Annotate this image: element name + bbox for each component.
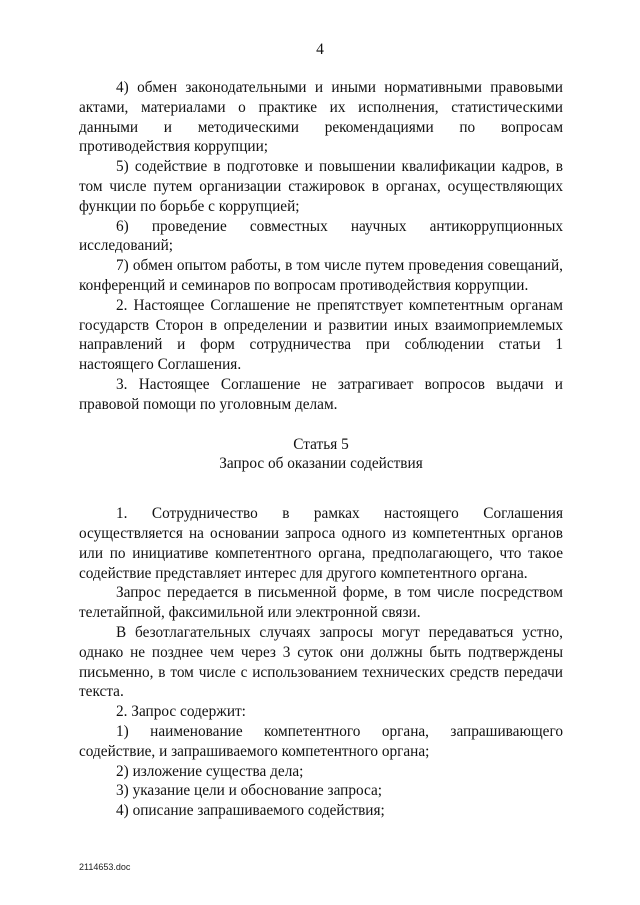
paragraph-request-1: 1. Сотрудничество в рамках настоящего Соглашения осуществляется на основании запроса одного из компетентных органов или по инициативе компетентного органа, предполагающего, что такое содействие представляет интерес для другого компетентного органа. xyxy=(79,505,563,582)
paragraph-contents-2: 2) изложение существа дела; xyxy=(116,762,304,780)
paragraph-item-4: 4) обмен законодательными и иными нормативными правовыми актами, материалами о практике их исполнения, статистическими данными и методическими рекомендациями по вопросам противодействия коррупции; xyxy=(79,79,563,156)
article-title: Запрос об оказании содействия xyxy=(219,455,423,473)
paragraph-urgent: В безотлагательных случаях запросы могут передаваться устно, однако не позднее чем через 3 суток они должны быть подтверждены письменно, в том числе с использованием технических средств передачи текста. xyxy=(79,623,563,701)
footer-filename: 2114653.doc xyxy=(79,862,131,872)
article-number: Статья 5 xyxy=(293,435,349,453)
page-number: 4 xyxy=(316,41,324,58)
paragraph-clause-3: 3. Настоящее Соглашение не затрагивает вопросов выдачи и правовой помощи по уголовным делам. xyxy=(79,375,563,413)
paragraph-contents-3: 3) указание цели и обоснование запроса; xyxy=(116,782,383,800)
paragraph-item-6: 6) проведение совместных научных антикоррупционных исследований; xyxy=(79,217,563,255)
paragraph-request-form: Запрос передается в письменной форме, в том числе посредством телетайпной, факсимильной или электронной связи. xyxy=(79,584,563,622)
paragraph-contents-1: 1) наименование компетентного органа, запрашивающего содействие, и запрашиваемого компетентного органа; xyxy=(79,722,563,760)
document-body xyxy=(79,78,563,821)
paragraph-clause-2: 2. Настоящее Соглашение не препятствует компетентным органам государств Сторон в определении и развитии иных взаимоприемлемых направлений и форм сотрудничества при соблюдении статьи 1 настоящего Соглашения. xyxy=(79,296,563,374)
paragraph-request-contents: 2. Запрос содержит: xyxy=(116,703,246,721)
paragraph-item-5: 5) содействие в подготовке и повышении квалификации кадров, в том числе путем организации стажировок в органах, осуществляющих функции по борьбе с коррупцией; xyxy=(79,158,563,215)
paragraph-contents-4: 4) описание запрашиваемого содействия; xyxy=(116,802,385,820)
paragraph-item-7: 7) обмен опытом работы, в том числе путем проведения совещаний, конференций и семинаров по вопросам противодействия коррупции. xyxy=(79,257,563,294)
